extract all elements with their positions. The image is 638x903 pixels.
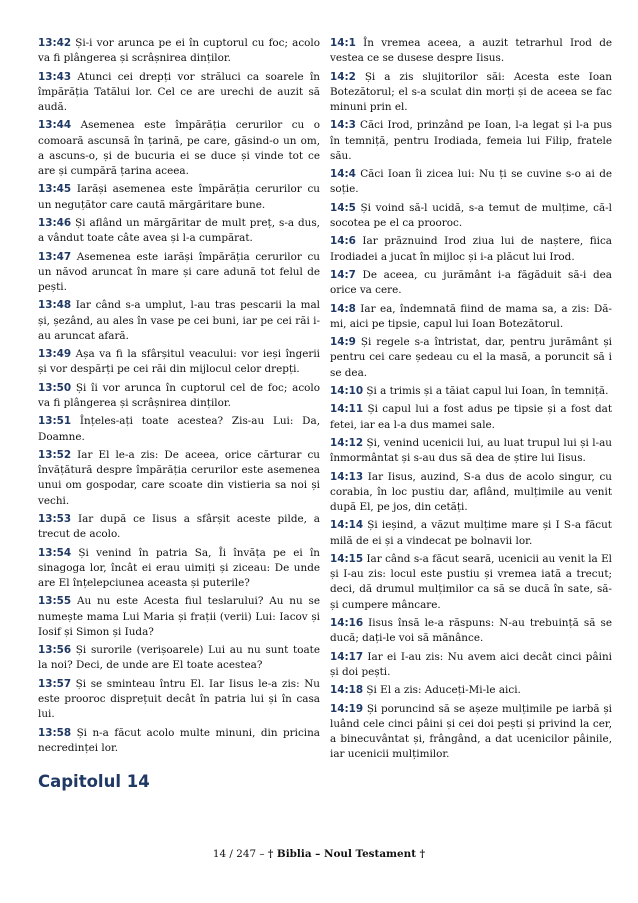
verse: [330, 234, 612, 264]
verse: [38, 36, 320, 66]
verse-text: Și aflând un mărgăritar de mult preț, s-a dus, a vândut toate câte avea și l-a cumpărat.: [38, 216, 320, 245]
verse-text: Și voind să-l ucidă, s-a temut de mulțime, că-l socotea pe el ca prooroc.: [330, 201, 612, 229]
verse: [330, 650, 612, 680]
verse-text: Și regele s-a întristat, dar, pentru jurământ și pentru cei care ședeau cu el la masă, a poruncit să i se dea.: [330, 336, 612, 379]
verse-text: De aceea, cu jurământ i-a făgăduit să-i dea orice va cere.: [330, 268, 612, 297]
verse-text: Atunci cei drepți vor străluci ca soarele în împărăția Tatălui lor. Cel ce are urechi de auzit să audă.: [38, 70, 320, 113]
verse-number: 14:2: [330, 70, 356, 83]
verse: [38, 677, 320, 723]
verse-number: 14:4: [330, 168, 356, 181]
verse-number: 14:6: [330, 235, 356, 248]
verse: [38, 643, 320, 673]
verse-text: Asemenea este iarăși împărăția cerurilor cu un năvod aruncat în mare și care adună tot felul de pești.: [38, 250, 320, 293]
verse-text: Iar El le-a zis: De aceea, orice cărturar cu învățătură despre împărăția cerurilor este asemenea unui om gospodar, care scoate din vistieria sa noi și vechi.: [38, 448, 320, 507]
verse-text: Și surorile (verișoarele) Lui au nu sunt toate la noi? Deci, de unde are El toate acestea?: [38, 644, 321, 672]
verse: [330, 70, 612, 116]
verse-text: Și-i vor arunca pe ei în cuptorul cu foc; acolo va fi plângerea și scrâșnirea dinților.: [38, 37, 320, 65]
book-title: † Biblia – Noul Testament †: [267, 848, 426, 860]
verse-number: 14:8: [330, 302, 356, 315]
verse-number: 13:49: [38, 348, 72, 361]
verse: [330, 616, 612, 646]
verse: [38, 594, 320, 640]
verse-number: 13:51: [38, 415, 72, 428]
verse-number: 13:58: [38, 726, 72, 739]
verse-text: Și n-a făcut acolo multe minuni, din pricina necredinței lor.: [38, 726, 320, 754]
verse-text: Așa va fi la sfârșitul veacului: vor ieși îngerii și vor despărți pe cei răi din mijlocul celor drepți.: [38, 348, 320, 376]
verse-number: 14:9: [330, 336, 356, 349]
verse: [330, 167, 612, 197]
verse-number: 13:54: [38, 546, 72, 559]
verse-number: 13:52: [38, 448, 72, 461]
verse-number: 13:45: [38, 183, 72, 196]
verse-text: Iisus însă le-a răspuns: N-au trebuință să se ducă; dați-le voi să mănânce.: [330, 616, 612, 645]
verse-text: Iar când s-a umplut, l-au tras pescarii la mal și, șezând, au ales în vase pe cei buni, iar pe cei răi i-au aruncat afară.: [38, 299, 320, 342]
verse-number: 13:48: [38, 299, 72, 312]
verse-text: Iarăși asemenea este împărăția cerurilor cu un neguțător care caută mărgăritare bune.: [38, 183, 320, 211]
verse: [38, 347, 320, 377]
verse-number: 13:53: [38, 512, 72, 525]
verse: [330, 552, 612, 613]
verse-number: 14:5: [330, 201, 356, 214]
verse-text: Iar ea, îndemnată fiind de mama sa, a zis: Dă-mi, aici pe tipsie, capul lui Ioan Botezătorul.: [330, 302, 613, 330]
verse-text: Și ieșind, a văzut mulțime mare și I S-a făcut milă de ei și a vindecat pe bolnavii lor.: [330, 519, 612, 547]
verse-number: 14:7: [330, 268, 356, 281]
verse: [38, 298, 320, 344]
verse: [330, 201, 612, 231]
verse-text: Căci Ioan îi zicea lui: Nu ți se cuvine s-o ai de soție.: [330, 168, 612, 196]
verse-number: 14:15: [330, 552, 364, 565]
verse-text: Și capul lui a fost adus pe tipsie și a fost dat fetei, iar ea l-a dus mamei sale.: [330, 403, 612, 431]
verse: [330, 36, 612, 66]
verse-number: 13:46: [38, 216, 72, 229]
verse-number: 13:50: [38, 381, 72, 394]
verse-text: Și venind în patria Sa, Îi învăța pe ei în sinagoga lor, încât ei erau uimiți și ziceau: De unde are El înțelepciunea aceasta și puterile?: [38, 546, 320, 589]
verse: [38, 118, 320, 179]
verse-number: 13:43: [38, 70, 72, 83]
verse-number: 14:18: [330, 684, 364, 697]
verse: [330, 384, 612, 399]
verse-text: Înțeles-ați toate acestea? Zis-au Lui: Da, Doamne.: [38, 415, 320, 443]
verse-number: 14:14: [330, 519, 364, 532]
verse: [330, 683, 612, 698]
verse: [38, 250, 320, 296]
verse-number: 13:47: [38, 250, 72, 263]
right-column: [330, 36, 612, 766]
verse: [330, 702, 612, 763]
verse-number: 13:57: [38, 677, 72, 690]
page-footer: [0, 848, 638, 860]
verse-number: 14:19: [330, 702, 364, 715]
verse: [38, 216, 320, 246]
verse-text: Căci Irod, prinzând pe Ioan, l-a legat și l-a pus în temniță, pentru Irodiada, femeia lui Filip, fratele său.: [330, 119, 612, 162]
verse: [330, 470, 612, 516]
verse-number: 14:10: [330, 384, 364, 397]
verse: [38, 381, 320, 411]
verse-number: 13:56: [38, 644, 72, 657]
verse: [38, 182, 320, 212]
verse-number: 14:16: [330, 616, 364, 629]
verse-text: Asemenea este împărăția cerurilor cu o comoară ascunsă în țarină, pe care, găsind-o un om, a ascuns-o, și de bucuria ei se duce și vinde tot ce are și cumpără țarina aceea.: [38, 119, 320, 177]
verse: [330, 518, 612, 548]
verse-number: 14:12: [330, 436, 364, 449]
verse-number: 13:44: [38, 119, 72, 132]
verse-text: Și, venind ucenicii lui, au luat trupul lui și l-au înmormântat și s-au dus să dea de știre lui Iisus.: [330, 436, 612, 465]
verse-text: Și El a zis: Aduceți-Mi-le aici.: [366, 684, 521, 697]
verse: [38, 726, 320, 756]
verse: [330, 436, 612, 466]
verse: [38, 546, 320, 592]
verse: [38, 448, 320, 509]
verse-text: Iar ei I-au zis: Nu avem aici decât cinci pâini și doi pești.: [330, 650, 612, 678]
verse-text: Și a trimis și a tăiat capul lui Ioan, în temniță.: [366, 384, 609, 397]
page-number: 14 / 247 –: [212, 848, 268, 860]
verse-number: 14:3: [330, 119, 356, 132]
verse: [330, 118, 612, 164]
verse: [38, 512, 320, 542]
verse-text: În vremea aceea, a auzit tetrarhul Irod de vestea ce se dusese despre Iisus.: [330, 37, 612, 65]
verse-number: 13:42: [38, 37, 72, 49]
verse-text: Și a zis slujitorilor săi: Acesta este Ioan Botezătorul; el s-a sculat din morți și de aceea se fac minuni prin el.: [330, 70, 612, 113]
verse-text: Au nu este Acesta fiul teslarului? Au nu se numește mama Lui Maria și frații (verii) Lui: Iacov și Iosif și Simon și Iuda?: [38, 595, 321, 638]
verse: [330, 268, 612, 298]
verse-text: Iar Iisus, auzind, S-a dus de acolo singur, cu corabia, în loc pustiu dar, aflând, mulțimile au venit după El, pe jos, din cetăți.: [330, 470, 612, 513]
verse: [330, 402, 612, 432]
verse-number: 13:55: [38, 595, 72, 608]
verse: [38, 414, 320, 444]
verse-text: Și se sminteau întru El. Iar Iisus le-a zis: Nu este prooroc disprețuit decât în patria lui și în casa lui.: [38, 677, 320, 721]
chapter-heading: Capitolul 14: [38, 771, 150, 791]
verse-number: 14:13: [330, 470, 364, 483]
verse-text: Iar când s-a făcut seară, ucenicii au venit la El și I-au zis: locul este pustiu și vremea iată a trecut; deci, dă drumul mulțimilor ca să se ducă în sate, să-și cumpere mâncare.: [330, 552, 612, 611]
verse-number: 14:17: [330, 650, 364, 663]
verse-text: Și poruncind să se așeze mulțimile pe iarbă și luând cele cinci pâini și cei doi pești și privind la cer, a binecuvântat și, frângând, a dat ucenicilor pâinile, iar ucenicii mulțimilor.: [330, 702, 612, 761]
verse-text: Iar prăznuind Irod ziua lui de naștere, fiica Irodiadei a jucat în mijloc și i-a plăcut lui Irod.: [330, 235, 612, 263]
verse-text: Și îi vor arunca în cuptorul cel de foc; acolo va fi plângerea și scrâșnirea dinților.: [38, 381, 320, 409]
left-column: [38, 36, 320, 791]
verse: [330, 335, 612, 381]
verse: [38, 70, 320, 116]
verse-number: 14:1: [330, 37, 356, 49]
verse: [330, 302, 612, 332]
verse-text: Iar după ce Iisus a sfârșit aceste pilde, a trecut de acolo.: [38, 512, 320, 541]
verse-number: 14:11: [330, 403, 364, 416]
